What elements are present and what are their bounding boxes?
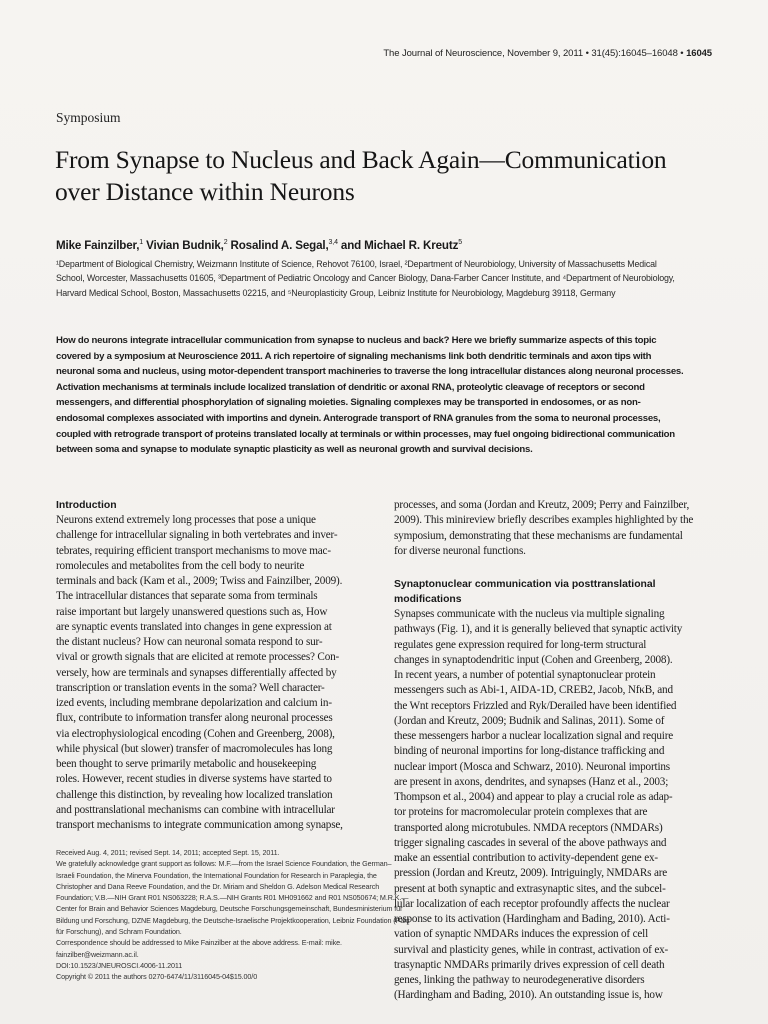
footnote-line: für Forschung), and Schram Foundation. (56, 927, 182, 937)
body-line: are present in axons, dendrites, and synapses (Hanz et al., 2003; (394, 775, 669, 788)
footnote-line: Correspondence should be addressed to Mike Fainzilber at the above address. E-mail: mike. (56, 938, 342, 948)
body-line: transport mechanisms to integrate communication among synapse, (56, 819, 343, 831)
body-line: response to its activation (Hardingham and Bading, 2010). Acti- (394, 913, 670, 925)
body-line: pression (Jordan and Kreutz, 2009). Intriguingly, NMDARs are (394, 867, 668, 880)
body-line: flux, contribute to information transfer along neuronal processes (56, 712, 333, 725)
author-affiliation-mark: 2 (223, 239, 228, 247)
affiliation-line: Harvard Medical School, Boston, Massachusetts 02215, and ⁵Neuroplasticity Group, Leibniz Institute for Neurobiology, Magdeburg 39118, Germany (56, 287, 616, 298)
abstract-line: covered by a symposium at Neuroscience 2011. A rich repertoire of signaling mechanisms link both dendritic terminals and axon tips with (56, 350, 652, 362)
body-line: The intracellular distances that separate soma from terminals (56, 590, 318, 603)
body-line: and posttranslational mechanisms can combine with intracellular (56, 803, 335, 816)
abstract-line: How do neurons integrate intracellular communication from synapse to nucleus and back? Here we briefly summarize aspects of this topic (56, 335, 657, 346)
affiliations (56, 257, 716, 300)
body-line: the distant nucleus? How can neuronal somata respond to sur- (56, 636, 323, 648)
body-line: raise important but largely unanswered questions such as, How (56, 605, 328, 618)
footnote-line: Christopher and Dana Reeve Foundation, and the Dr. Miriam and Sheldon G. Adelson Medical Research (56, 881, 380, 891)
heading-line: Synaptonuclear communication via posttranslational (394, 579, 656, 590)
body-line: vival or growth signals that are elicited at remote processes? Con- (56, 651, 340, 664)
body-line: these messengers harbor a nuclear localization signal and require (394, 730, 674, 742)
introduction-body (56, 513, 378, 833)
intro-continuation (394, 498, 716, 559)
abstract-line: between soma and synapse to modulate synaptic plasticity as well as neuronal growth and survival decisions. (56, 444, 533, 456)
affiliation-line: School, Worcester, Massachusetts 01605, ³Department of Pediatric Oncology and Cancer Biology, Dana-Farber Cancer Institute, and ⁴Department of Neurobiology, (56, 273, 675, 284)
body-line: trasynaptic NMDARs primarily drives expression of cell death (394, 958, 665, 971)
left-column (56, 498, 378, 833)
author-name: and Michael R. Kreutz (337, 239, 459, 252)
body-line: pathways (Fig. 1), and it is generally believed that synaptic activity (394, 623, 683, 636)
author-affiliation-mark: 5 (458, 239, 462, 247)
body-line: are synaptic events translated into changes in gene expression at (56, 620, 332, 633)
footnote-line: Bildung und Forschung, DZNE Magdeburg, the Deutsche-Israelische Projektkooperation, Leibniz Foundation (Pakt (56, 915, 410, 925)
footnote-line: We gratefully acknowledge grant support as follows: M.F.—from the Israel Science Foundation, the German– (56, 859, 392, 869)
body-line: changes in synaptodendritic input (Cohen and Greenberg, 2008). (394, 653, 673, 666)
body-line: transcription or translation events in the soma? Well character- (56, 681, 325, 694)
body-line: make an essential contribution to activity-dependent gene ex- (394, 852, 658, 864)
body-line: romolecules and metabolites from the cell body to neurite (56, 559, 305, 572)
right-column (394, 498, 716, 1004)
footnote-line: Center for Brain and Behavior Sciences Magdeburg, Deutsche Forschungsgemeinschaft, Bundesministerium für (56, 904, 403, 914)
body-line: challenge for intracellular signaling in both vertebrates and inver- (56, 529, 338, 542)
page-number: 16045 (686, 48, 712, 59)
body-line: 2009). This minireview briefly describes examples highlighted by the (394, 514, 694, 527)
author-name: Rosalind A. Segal, (227, 239, 329, 252)
body-line: (Jordan and Kreutz, 2009; Budnik and Salinas, 2011). Some of (394, 714, 665, 727)
abstract-line: Activation mechanisms at terminals include localized translation of dendritic or axonal RNA, proteolytic cleavage of receptors or second (56, 381, 645, 393)
body-line: nuclear import (Mosca and Schwarz, 2010). Neuronal importins (394, 760, 670, 773)
body-line: trigger signaling cascades in several of the above pathways and (394, 836, 667, 849)
body-line: for diverse neuronal functions. (394, 544, 526, 557)
footnote-line: DOI:10.1523/JNEUROSCI.4006-11.2011 (56, 960, 183, 970)
article-title (55, 144, 735, 208)
body-line: tebrates, requiring efficient transport mechanisms to move mac- (56, 544, 331, 557)
body-line: ized events, including membrane depolarization and calcium in- (56, 697, 332, 709)
body-line: tor proteins for macromolecular protein complexes that are (394, 806, 648, 819)
body-line: transported along microtubules. NMDA receptors (NMDARs) (394, 821, 663, 834)
body-line: processes, and soma (Jordan and Kreutz, 2009; Perry and Fainzilber, (394, 499, 690, 511)
author-list (56, 239, 462, 252)
footnotes (56, 847, 410, 983)
heading-line: modifications (394, 594, 462, 605)
body-line: been thought to serve primarily metabolic and housekeeping (56, 758, 317, 770)
body-line: regulates gene expression required for long-term structural (394, 638, 647, 651)
author-name: Vivian Budnik, (143, 239, 224, 252)
running-head (383, 48, 712, 59)
body-line: (Hardingham and Bading, 2010). An outstanding issue is, how (394, 989, 663, 1002)
body-line: Thompson et al., 2004) and appear to play a crucial role as adap- (394, 791, 673, 803)
footnote-line: Received Aug. 4, 2011; revised Sept. 14, 2011; accepted Sept. 15, 2011. (56, 848, 280, 857)
abstract-line: endosomal complexes associated with importins and dynein. Anterograde transport of RNA granules from the soma to neuronal processes, (56, 412, 661, 424)
footnote-line: fainzilber@weizmann.ac.il. (56, 949, 139, 959)
footnote-line: Copyright © 2011 the authors 0270-6474/11/3116045-04$15.00/0 (56, 972, 258, 982)
body-line: lular localization of each receptor profoundly affects the nuclear (394, 897, 670, 910)
body-line: genes, linking the pathway to neurodegenerative disorders (394, 974, 645, 986)
body-line: symposium, demonstrating that these mechanisms are fundamental (394, 529, 683, 542)
section-label: Symposium (56, 110, 121, 125)
title-line: From Synapse to Nucleus and Back Again—Communication (55, 145, 667, 174)
body-line: binding of neuronal importins for long-distance trafficking and (394, 745, 665, 758)
running-head-text: The Journal of Neuroscience, November 9, 2011 • 31(45):16045–16048 • (383, 48, 684, 59)
body-line: present at both synaptic and extrasynaptic sites, and the subcel- (394, 882, 666, 895)
body-line: challenge this distinction, by revealing how localized translation (56, 788, 333, 801)
body-line: the Wnt receptors Frizzled and Ryk/Derailed have been identified (394, 699, 677, 712)
abstract-line: coupled with retrograde transport of proteins translated locally at terminals or within processes, may fuel ongoing bidirectional communication (56, 428, 675, 440)
body-line: while physical (but slower) transfer of macromolecules has long (56, 742, 333, 755)
footnote-line: Foundation; V.B.—NIH Grant R01 NS063228; R.A.S.—NIH Grants R01 MH091662 and R01 NS050674; M.R.K.— (56, 893, 409, 903)
body-line: Neurons extend extremely long processes that pose a unique (56, 514, 316, 526)
author-name: Mike Fainzilber, (56, 239, 140, 252)
title-line: over Distance within Neurons (55, 177, 355, 206)
body-line: In recent years, a number of potential synaptonuclear protein (394, 669, 656, 681)
affiliation-line: ¹Department of Biological Chemistry, Weizmann Institute of Science, Rehovot 76100, Israel, ²Department of Neurobiology, University of Massachusetts Medical (56, 259, 657, 269)
body-line: Synapses communicate with the nucleus via multiple signaling (394, 608, 665, 620)
body-line: survival and plasticity genes, while in contrast, activation of ex- (394, 943, 669, 956)
abstract-line: messengers, and differential phosphorylation of signaling moieties. Signaling complexes may be transported in endosomes, or as non- (56, 397, 641, 409)
synaptonuclear-heading (394, 577, 716, 607)
body-line: via electrophysiological encoding (Cohen and Greenberg, 2008), (56, 727, 335, 740)
author-affiliation-mark: 1 (139, 239, 144, 247)
body-line: versely, how are terminals and synapses differentially affected by (56, 666, 337, 679)
body-line: terminals and back (Kam et al., 2009; Twiss and Fainzilber, 2009). (56, 575, 343, 587)
author-affiliation-mark: 3,4 (328, 239, 338, 247)
abstract (56, 333, 716, 458)
body-line: vation of synaptic NMDARs induces the expression of cell (394, 928, 649, 941)
synaptonuclear-body (394, 607, 716, 1004)
abstract-line: neuronal soma and nucleus, using motor-dependent transport machineries to traverse the long intracellular distances along neuronal processes. (56, 366, 684, 378)
footnote-line: Israeli Foundation, the Minerva Foundation, the International Foundation for Research in Paraplegia, the (56, 870, 377, 880)
body-line: roles. However, recent studies in diverse systems have started to (56, 773, 332, 786)
body-line: messengers such as Abi-1, AIDA-1D, CREB2, Jacob, NfκB, and (394, 684, 673, 697)
introduction-heading: Introduction (56, 500, 117, 511)
